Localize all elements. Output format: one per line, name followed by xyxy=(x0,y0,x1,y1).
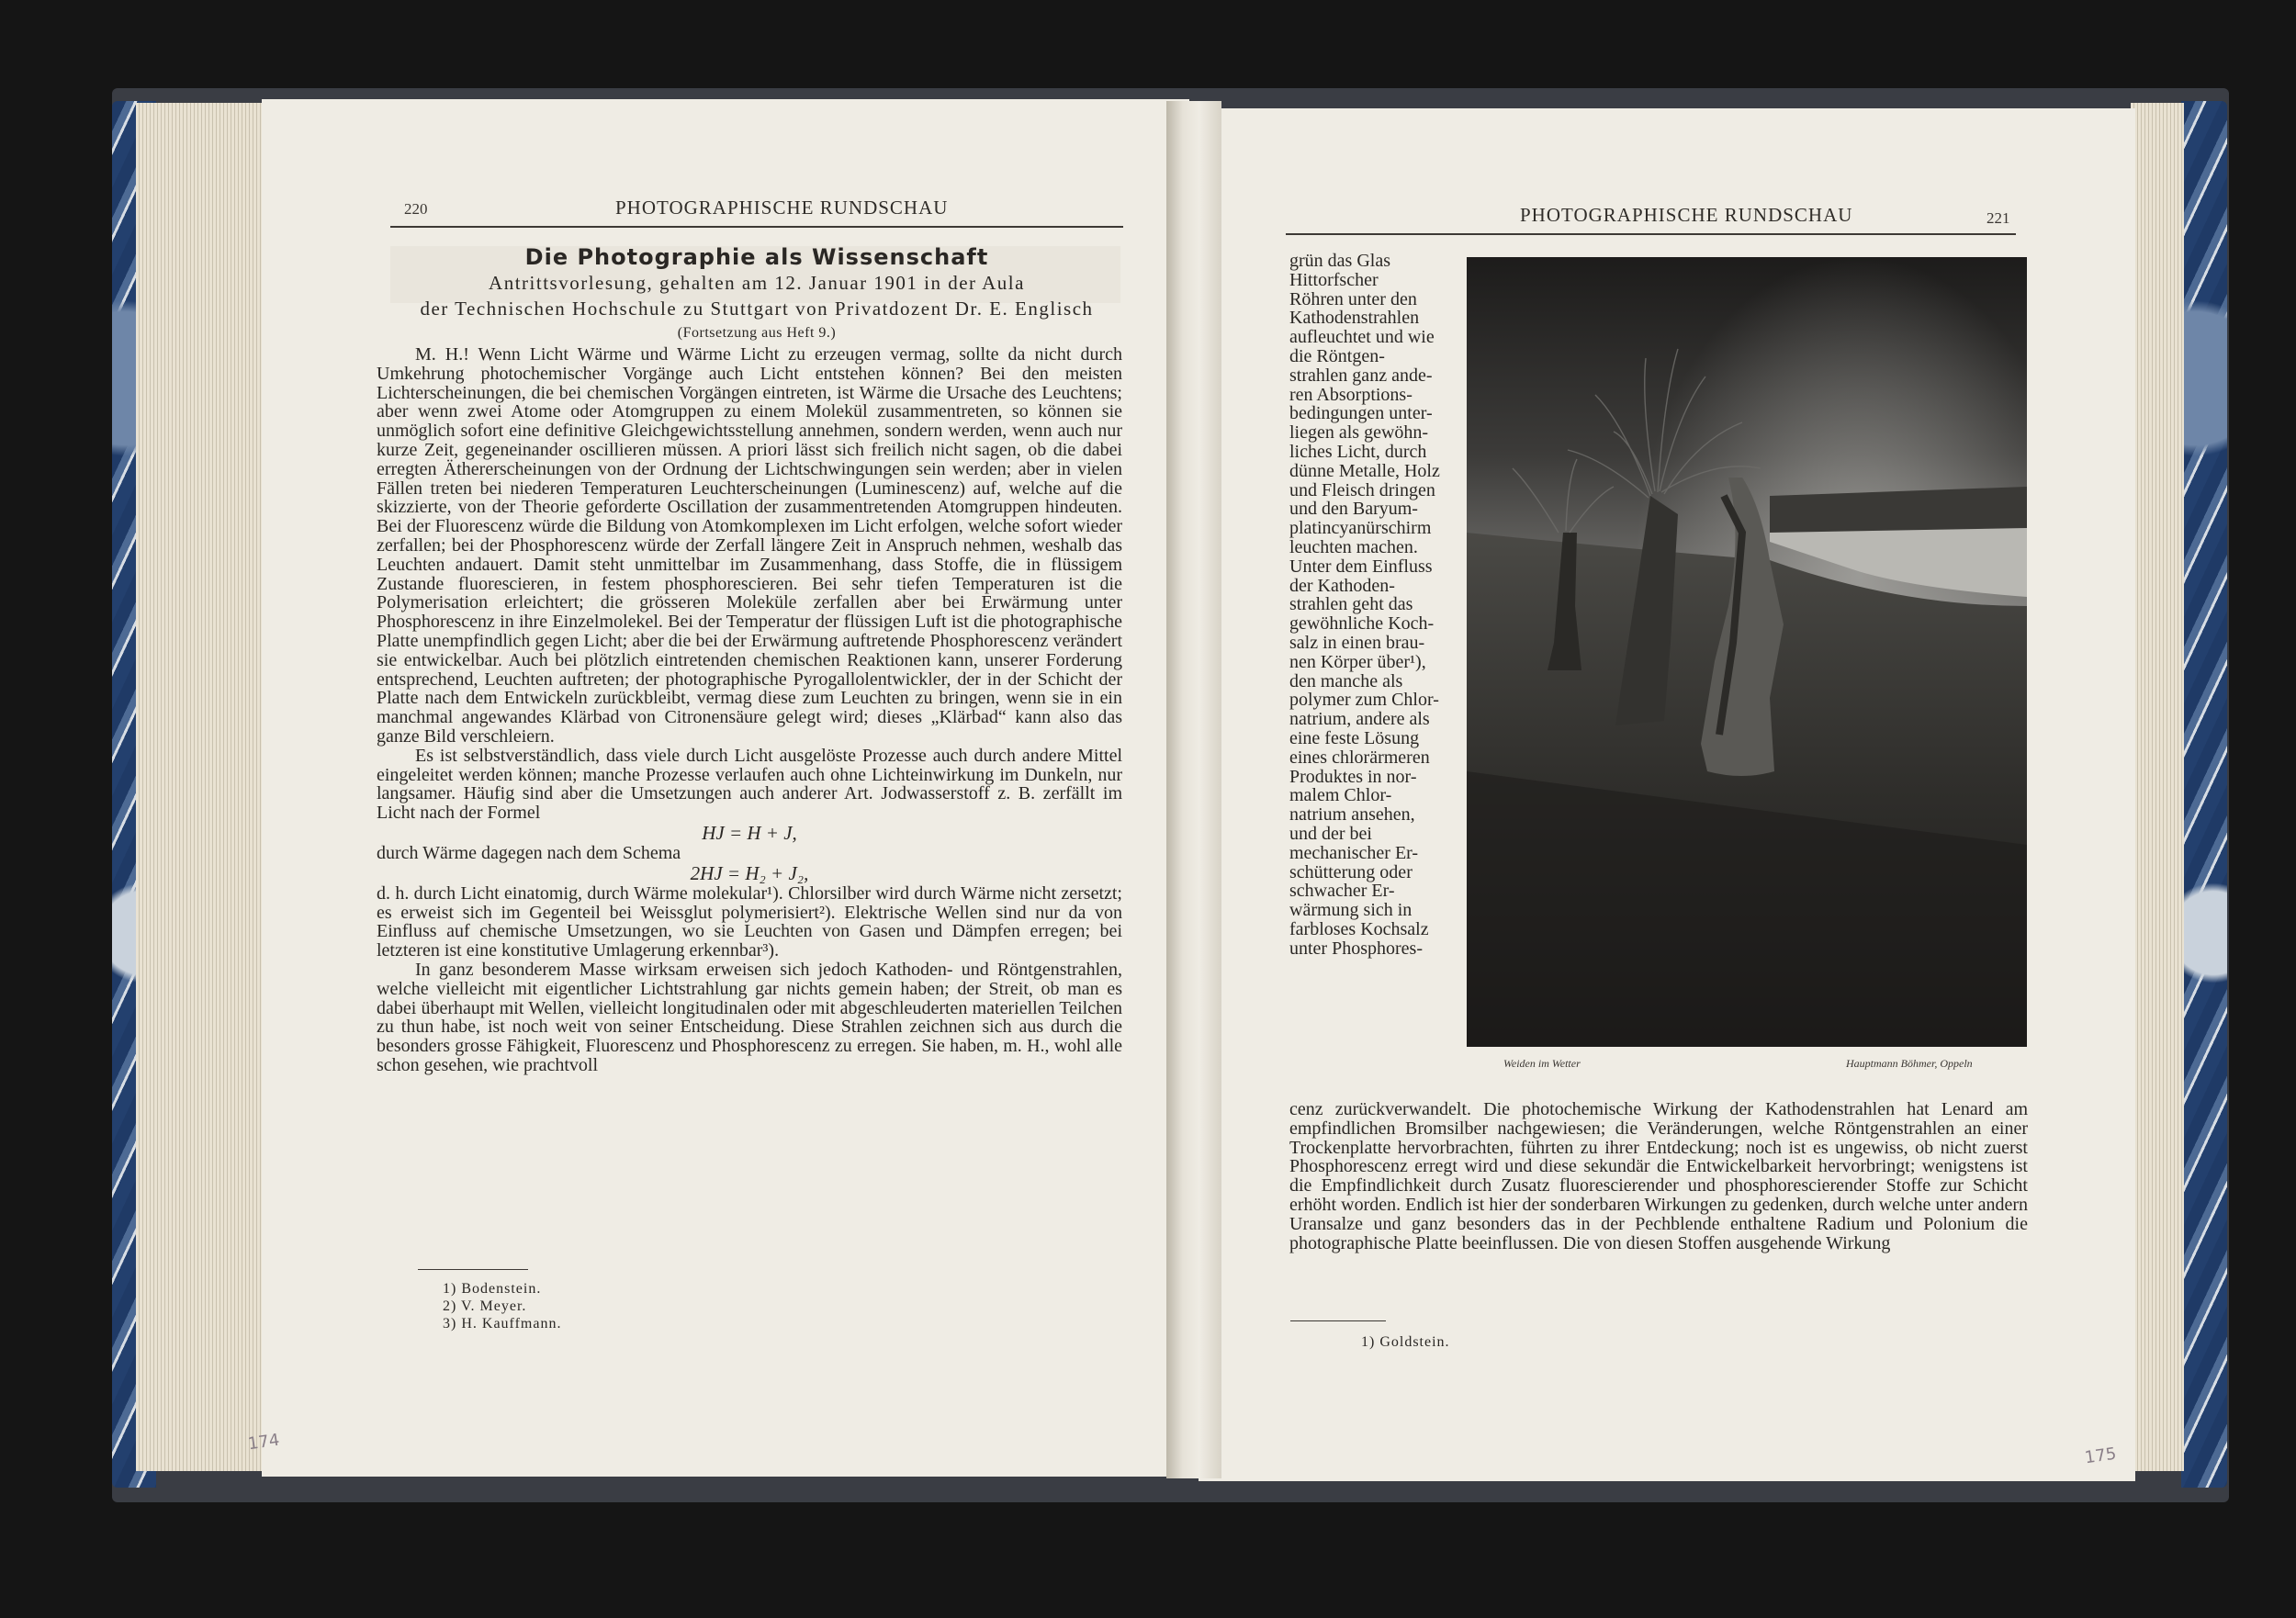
column-line: und der bei xyxy=(1289,823,1372,844)
formula: HJ = H + J, xyxy=(702,821,797,844)
column-line: wärmung sich in xyxy=(1289,900,1412,921)
column-line: aufleuchtet und wie xyxy=(1289,327,1435,348)
left-body-text xyxy=(377,345,1122,1075)
column-line: eines chlorärmeren xyxy=(1289,747,1430,768)
column-line: farbloses Kochsalz xyxy=(1289,918,1429,939)
article-title: Die Photographie als Wissenschaft xyxy=(524,244,989,270)
column-line: der Kathoden- xyxy=(1289,575,1395,596)
article-subtitle-2: der Technischen Hochschule zu Stuttgart von Privatdozent Dr. E. Englisch xyxy=(420,298,1094,320)
column-line: gewöhnliche Koch- xyxy=(1289,613,1435,635)
paragraph: M. H.! Wenn Licht Wärme und Wärme Licht zu erzeugen vermag, sollte da nicht durch Umkehrung photochemischer Vorgänge auch Licht entstehen können? Bei den meisten Lichterscheinungen, die bei chemischen Vorgängen eintreten, ist Wärme die Ursache des Leuchtens; aber wenn zwei Atome oder Atomgruppen zu einem Molekül zusammentreten, so können sie unmöglich sofort eine definitive Gleichgewichtsstellung annehmen, sondern werden, wenn auch nur kurze Zeit, gegeneinander oscillieren müssen. A priori lässt sich freilich nicht sagen, ob die dabei erregten Äthererscheinungen von der Ordnung der Lichtschwingungen sein werden; aber in vielen Fällen treten bei niederen Temperaturen Leuchterscheinungen (Luminescenz) auf, welche auf die skizzierte, von der Theorie geforderte Oscillation der zusammentretenden Atomgruppen hindeuten. Bei der Fluorescenz würde die Bildung von Atomkomplexen im Licht erfolgen, welche sofort wieder zerfallen; bei der Phosphorescenz würde der Zerfall längere Zeit in Anspruch nehmen, weshalb das Leuchten andauert. Damit steht unmittelbar im Zusammenhang, dass Stoffe, die in flüssigem Zustande fluorescieren, in festem phosphorescieren. Bei sehr tiefen Temperaturen ist die Polymerisation erleichtert; die grösseren Moleküle zerfallen aber bei Erwärmung unter Phosphorescenz in ihre Einzelmolekel. Bei der Temperatur der flüssigen Luft ist die photographische Platte unempfindlich gegen Licht; aber die bei der Erwärmung auftretende Phosphorescenz verändert sie entwickelbar. Auch bei plötzlich eintretenden chemischen Reaktionen kann, unserer Forderung entsprechend, Leuchten auftreten; der photographische Pyrogallolentwickler, der in der Schicht der Platte nach dem Entwickeln zurückbleibt, vermag diese zum Leuchten zu bringen, wenn sie in ein manchmal angewandes Klärbad von Citronensäure gelegt wird; dieses „Klärbad“ kann also das ganze Bild verschleiern. xyxy=(377,344,1122,747)
column-line: Röhren unter den xyxy=(1289,288,1417,309)
column-line: dünne Metalle, Holz xyxy=(1289,460,1440,481)
right-page-number: 221 xyxy=(1986,209,2010,227)
column-line: die Röntgen- xyxy=(1289,345,1385,366)
left-head-rule xyxy=(390,226,1123,228)
right-footnote-rule xyxy=(1290,1320,1386,1321)
column-line: natrium ansehen, xyxy=(1289,804,1415,826)
willow-photo-graphic xyxy=(1467,257,2027,1047)
paragraph: Es ist selbstverständlich, dass viele durch Licht ausgelöste Prozesse auch durch andere Mittel eingeleitet werden können; manche Prozesse verlaufen auch ohne Lichteinwirkung im Dunkeln, nur langsamer. Häufig sind aber die Umsetzungen auch anderer Art. Jodwasserstoff z. B. zerfällt im Licht nach der Formel xyxy=(377,745,1122,824)
column-line: und Fleisch dringen xyxy=(1289,479,1435,500)
column-line: liches Licht, durch xyxy=(1289,441,1427,462)
page-stack-right xyxy=(2131,103,2184,1471)
column-line: salz in einen brau- xyxy=(1289,632,1425,653)
column-line: eine feste Lösung xyxy=(1289,727,1420,748)
column-line: bedingungen unter- xyxy=(1289,403,1433,424)
photo-caption-title: Weiden im Wetter xyxy=(1503,1057,1581,1070)
photo-caption-credit: Hauptmann Böhmer, Oppeln xyxy=(1846,1057,1973,1070)
column-line: natrium, andere als xyxy=(1289,709,1430,730)
column-line: malem Chlor- xyxy=(1289,785,1392,806)
paragraph: In ganz besonderem Masse wirksam erweisen sich jedoch Kathoden- und Röntgenstrahlen, welche vielleicht mit eigentlicher Lichtstrahlung gar nichts gemein haben; der Streit, ob man es dabei überhaupt mit Wellen, vielleicht longitudinalen oder mit abgeschleuderten materiellen Teilchen zu thun habe, ist noch weit von seiner Entscheidung. Diese Strahlen zeichnen sich aus durch die besonders grosse Fähigkeit, Fluorescenz und Phosphorescenz zu erregen. Sie haben, m. H., wohl alle schon gesehen, wie prachtvoll xyxy=(377,959,1122,1075)
page-stack-left xyxy=(136,103,264,1471)
footnote: 1) Bodenstein. xyxy=(443,1281,542,1297)
right-head-rule xyxy=(1286,233,2016,235)
left-running-head: PHOTOGRAPHISCHE RUNDSCHAU xyxy=(615,197,949,219)
article-subtitle-1: Antrittsvorlesung, gehalten am 12. Januar 1901 in der Aula xyxy=(489,272,1025,294)
column-line: Hittorfscher xyxy=(1289,269,1379,290)
pencil-folio-right: 175 xyxy=(2083,1444,2118,1468)
book-gutter xyxy=(1166,101,1221,1478)
formula: 2HJ = H₂ + J₂, xyxy=(690,861,809,884)
footnote: 1) Goldstein. xyxy=(1361,1334,1450,1350)
right-body-text xyxy=(1289,1100,2028,1253)
column-line: ren Absorptions- xyxy=(1289,384,1412,405)
right-footnotes xyxy=(1361,1333,1450,1351)
photograph-weiden xyxy=(1467,257,2027,1047)
column-line: und den Baryum- xyxy=(1289,499,1418,520)
narrow-column xyxy=(1289,252,1444,958)
left-page-number: 220 xyxy=(404,200,428,218)
column-line: mechanischer Er- xyxy=(1289,842,1419,863)
paragraph: durch Wärme dagegen nach dem Schema xyxy=(377,842,681,863)
column-line: schwacher Er- xyxy=(1289,881,1395,902)
column-line: polymer zum Chlor- xyxy=(1289,690,1439,711)
column-line: unter Phosphores- xyxy=(1289,938,1423,959)
column-line: strahlen geht das xyxy=(1289,594,1413,615)
footnote: 2) V. Meyer. xyxy=(443,1298,527,1314)
column-line: leuchten machen. xyxy=(1289,536,1418,557)
column-line: nen Körper über¹), xyxy=(1289,651,1426,672)
left-footnotes xyxy=(443,1280,561,1332)
column-line: schütterung oder xyxy=(1289,861,1412,882)
paragraph: cenz zurückverwandelt. Die photochemische Wirkung der Kathodenstrahlen hat Lenard am empfindlichen Bromsilber nachgewiesen; die Veränderungen, welche Röntgenstrahlen an einer Trockenplatte hervorbrachten, führten zu ihrer Entdeckung; noch ist es ungewiss, ob nicht zuerst Phosphorescenz erregt wird und diese sekundär die Entwickelbarkeit hervorbringt; wenigstens ist die Empfindlichkeit durch Zusatz fluorescierender und phosphorescierender Stoffe zur Schicht erhöht worden. Endlich ist hier der sonderbaren Wirkungen zu gedenken, durch welche unter andern Uransalze und ganz besonders das in der Pechblende enthaltene Radium und Polonium die photographische Platte beeinflussen. Die von diesen Stoffen ausgehende Wirkung xyxy=(1289,1099,2028,1253)
right-running-head: PHOTOGRAPHISCHE RUNDSCHAU xyxy=(1520,204,1853,226)
column-line: den manche als xyxy=(1289,670,1403,691)
column-line: grün das Glas xyxy=(1289,251,1390,271)
column-line: Kathodenstrahlen xyxy=(1289,308,1420,329)
marbled-edge-right xyxy=(2181,101,2227,1488)
pencil-folio-left: 174 xyxy=(246,1430,281,1455)
column-line: Produktes in nor- xyxy=(1289,766,1417,787)
column-line: liegen als gewöhn- xyxy=(1289,422,1429,444)
column-line: strahlen ganz ande- xyxy=(1289,365,1433,386)
column-line: Unter dem Einfluss xyxy=(1289,556,1433,577)
footnote: 3) H. Kauffmann. xyxy=(443,1316,562,1331)
column-line: platincyanürschirm xyxy=(1289,518,1432,539)
continuation-note: (Fortsetzung aus Heft 9.) xyxy=(677,325,837,341)
left-footnote-rule xyxy=(418,1269,528,1270)
paragraph: d. h. durch Licht einatomig, durch Wärme molekular¹). Chlorsilber wird durch Wärme nicht zersetzt; es erweist sich im Gegenteil bei Weissglut polymerisiert²). Elektrische Wellen sind nur da von Einfluss auf chemische Umsetzungen, wo sie Leuchten von Gasen und Dämpfen erregen; bei letzteren ist eine konstitutive Umlagerung erkennbar³). xyxy=(377,882,1122,961)
